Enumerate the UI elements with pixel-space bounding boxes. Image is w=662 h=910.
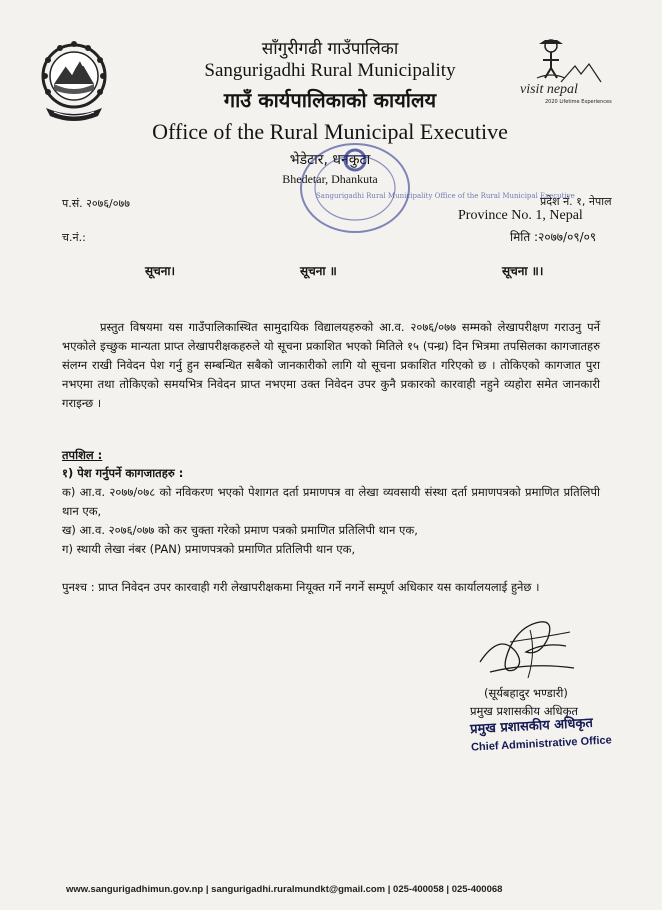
document-item-a: क) आ.व. २०७७/०७८ को नविकरण भएको पेशागत दर्ता प्रमाणपत्र वा लेखा व्यवसायी संस्था दर्ता प्रमाणपत्रको प्रमाणित प्रतिलिपी थान एक, xyxy=(62,485,600,518)
designation-stamp-en: Chief Administrative Office xyxy=(470,734,613,754)
visit-nepal-logo xyxy=(517,38,612,108)
location-np: भेडेटार, धनकुटा xyxy=(289,152,371,168)
municipality-name-np: साँगुरीगढी गाउँपालिका xyxy=(261,39,399,59)
dispatch-number: च.नं.: xyxy=(62,231,86,244)
visit-nepal-text: visit nepal xyxy=(520,82,578,97)
notice-label-3: सूचना ॥। xyxy=(502,264,544,278)
nepal-emblem-logo xyxy=(40,40,108,126)
designation-stamp-np: प्रमुख प्रशासकीय अधिकृत xyxy=(469,715,594,738)
signature xyxy=(470,612,580,684)
reference-number: प.सं. २०७६/०७७ xyxy=(62,197,130,210)
office-name-en: Office of the Rural Municipal Executive xyxy=(152,119,508,144)
signatory-name: (सूर्यबहादुर भण्डारी) xyxy=(484,686,568,700)
footer-contact: www.sangurigadhimun.gov.np | sangurigadhi.ruralmundkt@gmail.com | 025-400058 | 025-400068 xyxy=(66,884,503,895)
document-item-b: ख) आ.व. २०७६/०७७ को कर चुक्ता गरेको प्रमाण पत्रको प्रमाणित प्रतिलिपी थान एक, xyxy=(62,523,418,537)
details-heading: तपशिल : xyxy=(62,448,103,462)
notice-body-paragraph: प्रस्तुत विषयमा यस गाउँपालिकास्थित सामुदायिक विद्यालयहरुको आ.व. २०७६/०७७ सम्मको लेखापरीक्षण गराउनु पर्ने भएकोले इच्छुक मान्यता प्राप्त लेखापरीक्षकहरुले यो सूचना प्रकाशित भएको मितिले १५ (पन्ध्र) दिन भित्रमा तपसिलका कागजातहरु संलग्न राखी निवेदन पेश गर्नु हुन सम्बन्धित सबैको जानकारीको लागि यो सूचना प्रकाशित गरिएको छ । तोकिएको कागजात पुरा नभएमा तथा तोकिएको समयभित्र निवेदन प्राप्त नभएमा उक्त निवेदन उपर कुनै प्रकारको कारवाही नहुने व्यहोरा समेत जानकारी गराइन्छ । xyxy=(62,320,600,410)
documents-heading: १) पेश गर्नुपर्ने कागजातहरु : xyxy=(62,466,184,480)
location-en: Bhedetar, Dhankuta xyxy=(282,172,378,186)
postscript: पुनश्च : प्राप्त निवेदन उपर कारवाही गरी लेखापरीक्षकमा नियूक्त गर्ने नगर्ने सम्पूर्ण अधिकार यस कार्यालयलाई हुनेछ । xyxy=(62,580,540,594)
signatory-title: प्रमुख प्रशासकीय अधिकृत xyxy=(470,704,578,718)
date: मिति :२०७७/०९/०९ xyxy=(510,230,597,244)
seal-text: Sangurigadhi Rural Municipality Office of the Rural Municipal Executive xyxy=(316,192,575,200)
notice-label-2: सूचना ॥ xyxy=(300,264,337,278)
document-item-c: ग) स्थायी लेखा नंबर (PAN) प्रमाणपत्रको प्रमाणित प्रतिलिपी थान एक, xyxy=(62,542,356,556)
notice-label-1: सूचना। xyxy=(145,264,176,278)
province-en: Province No. 1, Nepal xyxy=(458,208,583,223)
visit-nepal-year: 2020 Lifetime Experiences xyxy=(545,99,612,105)
municipality-name-en: Sangurigadhi Rural Municipality xyxy=(204,60,456,81)
office-name-np: गाउँ कार्यपालिकाको कार्यालय xyxy=(223,88,437,112)
province-np: प्रदेश नं. १, नेपाल xyxy=(540,195,612,208)
